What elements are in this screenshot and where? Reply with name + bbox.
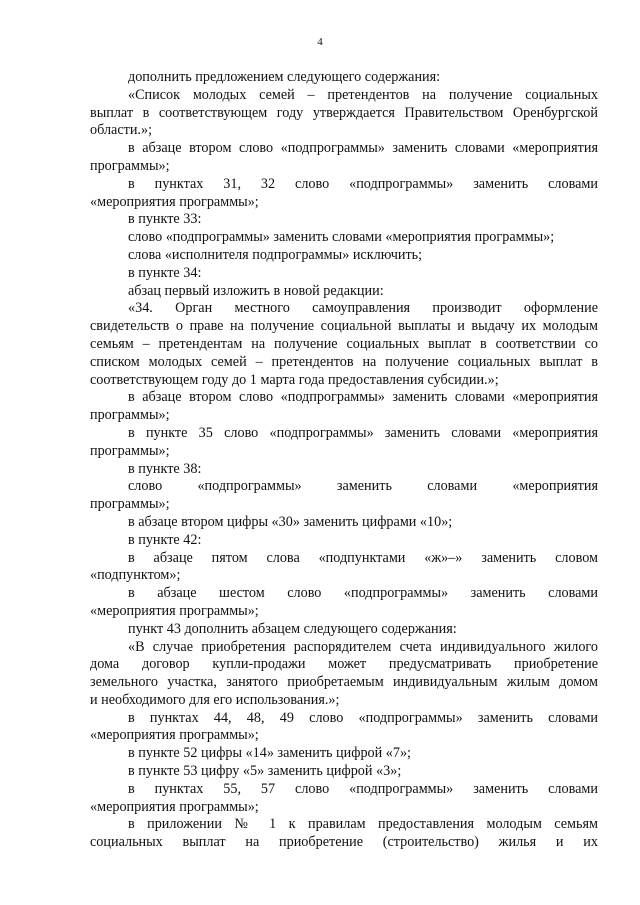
- text-line: «Список молодых семей – претендентов на получение социальных: [128, 86, 598, 103]
- text-line: области.»;: [90, 122, 153, 139]
- text-line: в пункте 52 цифры «14» заменить цифрой «7»;: [128, 745, 411, 762]
- text-line: «мероприятия программы»;: [90, 602, 259, 619]
- text-line: «мероприятия программы»;: [90, 798, 259, 815]
- text-line: в абзаце пятом слова «подпунктами «ж»–» заменить словом: [128, 549, 598, 566]
- text-line: слова «исполнителя подпрограммы» исключить;: [128, 246, 423, 263]
- text-line: в абзаце втором слово «подпрограммы» заменить словами «мероприятия: [128, 389, 598, 406]
- text-line: в приложении № 1 к правилам предоставления молодым семьям: [128, 816, 598, 833]
- text-line: семьям – претендентам на получение социальных выплат в соответствии со: [90, 335, 598, 352]
- text-line: «мероприятия программы»;: [90, 727, 259, 744]
- text-line: абзац первый изложить в новой редакции:: [128, 282, 384, 299]
- text-line: дополнить предложением следующего содержания:: [128, 69, 441, 85]
- text-line: «34. Орган местного самоуправления производит оформление: [128, 300, 598, 317]
- text-line: программы»;: [90, 442, 170, 459]
- text-line: в пункте 34:: [128, 264, 202, 281]
- text-line: в абзаце втором цифры «30» заменить цифрами «10»;: [128, 513, 453, 530]
- text-line: в пунктах 44, 48, 49 слово «подпрограммы» заменить словами: [128, 709, 598, 726]
- text-line: «подпунктом»;: [90, 567, 181, 584]
- text-line: свидетельств о праве на получение социальной выплаты и выдачу их молодым: [90, 318, 598, 335]
- text-line: в пункте 33:: [128, 211, 202, 228]
- text-line: в пунктах 55, 57 слово «подпрограммы» заменить словами: [128, 780, 598, 797]
- text-line: «В случае приобретения распорядителем счета индивидуального жилого: [128, 638, 598, 655]
- text-line: в абзаце втором слово «подпрограммы» заменить словами «мероприятия: [128, 140, 598, 157]
- text-line: в пункте 53 цифру «5» заменить цифрой «3»;: [128, 763, 402, 780]
- text-line: в абзаце шестом слово «подпрограммы» заменить словами: [128, 585, 598, 602]
- text-line: социальных выплат на приобретение (строительство) жилья и их: [90, 834, 598, 851]
- text-line: слово «подпрограммы» заменить словами «мероприятия: [128, 478, 598, 495]
- text-line: слово «подпрограммы» заменить словами «мероприятия программы»;: [128, 229, 555, 246]
- document-body: [90, 69, 598, 852]
- text-line: в пункте 42:: [128, 531, 202, 548]
- text-line: выплат в соответствующем году утверждается Правительством Оренбургской: [90, 104, 598, 121]
- text-line: программы»;: [90, 407, 170, 424]
- text-line: списком молодых семей – претендентов на получение социальных выплат в: [90, 353, 598, 370]
- page-number: 4: [317, 36, 323, 48]
- text-line: в пункте 35 слово «подпрограммы» заменить словами «мероприятия: [128, 424, 598, 441]
- text-line: в пункте 38:: [128, 460, 202, 477]
- text-line: соответствующем году до 1 марта года предоставления субсидии.»;: [90, 371, 499, 388]
- text-line: пункт 43 дополнить абзацем следующего содержания:: [128, 620, 457, 637]
- text-line: программы»;: [90, 496, 170, 513]
- text-line: земельного участка, занятого приобретаемым индивидуальным жилым домом: [90, 674, 598, 691]
- text-line: «мероприятия программы»;: [90, 193, 259, 210]
- text-line: программы»;: [90, 157, 170, 174]
- text-line: в пунктах 31, 32 слово «подпрограммы» заменить словами: [128, 175, 598, 192]
- text-line: и необходимого для его использования.»;: [90, 691, 340, 708]
- text-line: дома договор купли-продажи может предусматривать приобретение: [90, 656, 598, 673]
